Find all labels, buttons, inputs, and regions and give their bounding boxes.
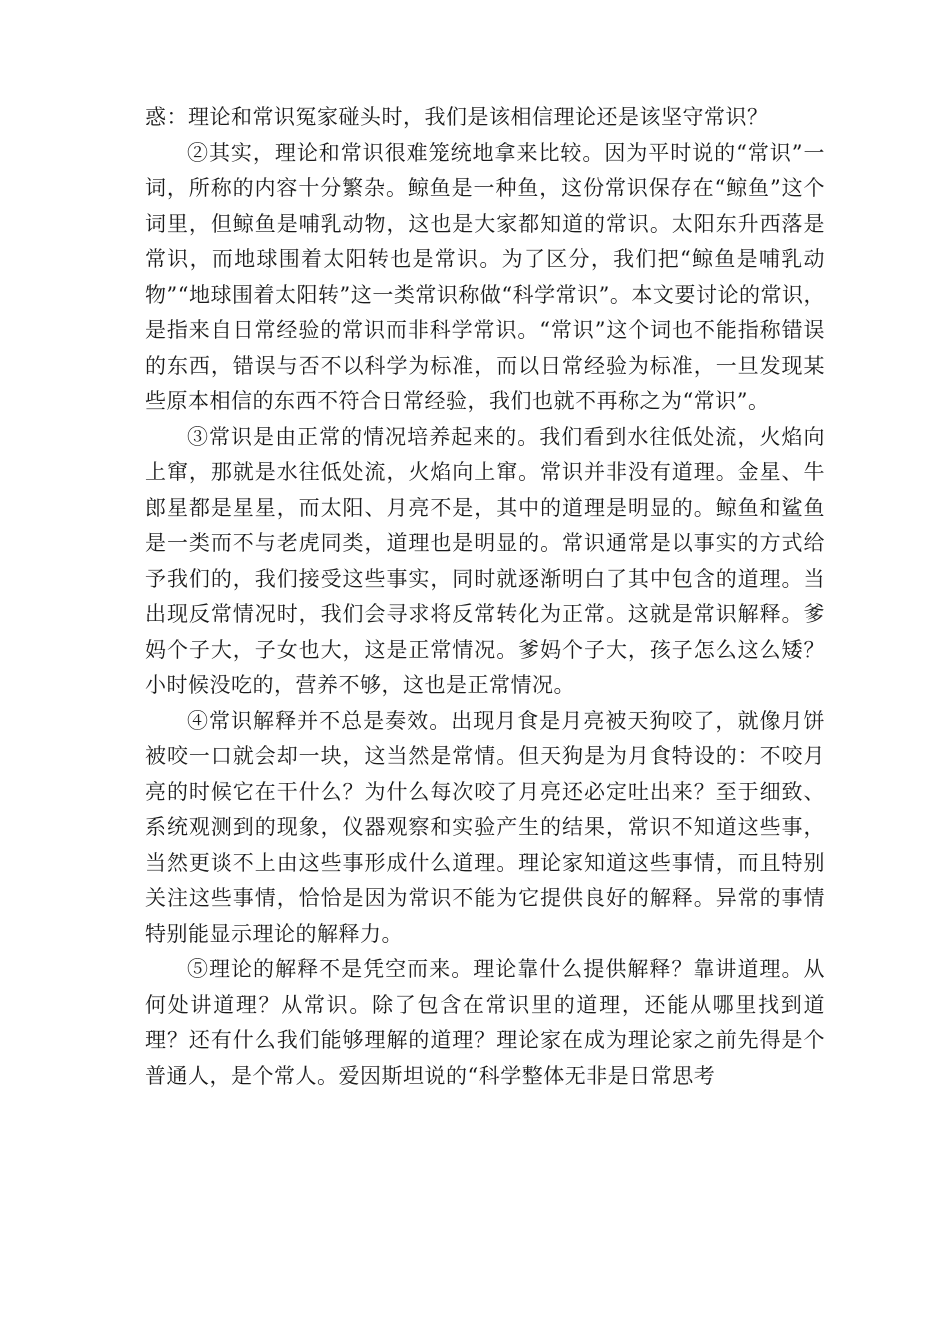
article-body (145, 100, 825, 1094)
paragraph-3: ③常识是由正常的情况培养起来的。我们看到水往低处流，火焰向上窜，那就是水往低处流，火焰向上窜。常识并非没有道理。金星、牛郎星都是星星，而太阳、月亮不是，其中的道理是明显的。鲸鱼和鲨鱼是一类而不与老虎同类，道理也是明显的。常识通常是以事实的方式给予我们的，我们接受这些事实，同时就逐渐明白了其中包含的道理。当出现反常情况时，我们会寻求将反常转化为正常。这就是常识解释。爹妈个子大，子女也大，这是正常情况。爹妈个子大，孩子怎么这么矮？小时候没吃的，营养不够，这也是正常情况。 (145, 424, 825, 697)
paragraph-continuation: 惑：理论和常识冤家碰头时，我们是该相信理论还是该坚守常识？ (145, 105, 769, 129)
paragraph-4: ④常识解释并不总是奏效。出现月食是月亮被天狗咬了，就像月饼被咬一口就会却一块，这当然是常情。但天狗是为月食特设的：不咬月亮的时候它在干什么？为什么每次咬了月亮还必定吐出来？至于细致、系统观测到的现象，仪器观察和实验产生的结果，常识不知道这些事，当然更谈不上由这些事形成什么道理。理论家知道这些事情，而且特别关注这些事情，恰恰是因为常识不能为它提供良好的解释。异常的事情特别能显示理论的解释力。 (145, 708, 825, 946)
paragraph-5: ⑤理论的解释不是凭空而来。理论靠什么提供解释？靠讲道理。从何处讲道理？从常识。除了包含在常识里的道理，还能从哪里找到道理？还有什么我们能够理解的道理？理论家在成为理论家之前先得是个普通人，是个常人。爱因斯坦说的“科学整体无非是日常思考 (145, 957, 825, 1088)
paragraph-2: ②其实，理论和常识很难笼统地拿来比较。因为平时说的“常识”一词，所称的内容十分繁杂。鲸鱼是一种鱼，这份常识保存在“鲸鱼”这个词里，但鲸鱼是哺乳动物，这也是大家都知道的常识。太阳东升西落是常识，而地球围着太阳转也是常识。为了区分，我们把“鲸鱼是哺乳动物”“地球围着太阳转”这一类常识称做“科学常识”。本文要讨论的常识，是指来自日常经验的常识而非科学常识。“常识”这个词也不能指称错误的东西，错误与否不以科学为标准，而以日常经验为标准，一旦发现某些原本相信的东西不符合日常经验，我们也就不再称之为“常识”。 (145, 140, 825, 413)
